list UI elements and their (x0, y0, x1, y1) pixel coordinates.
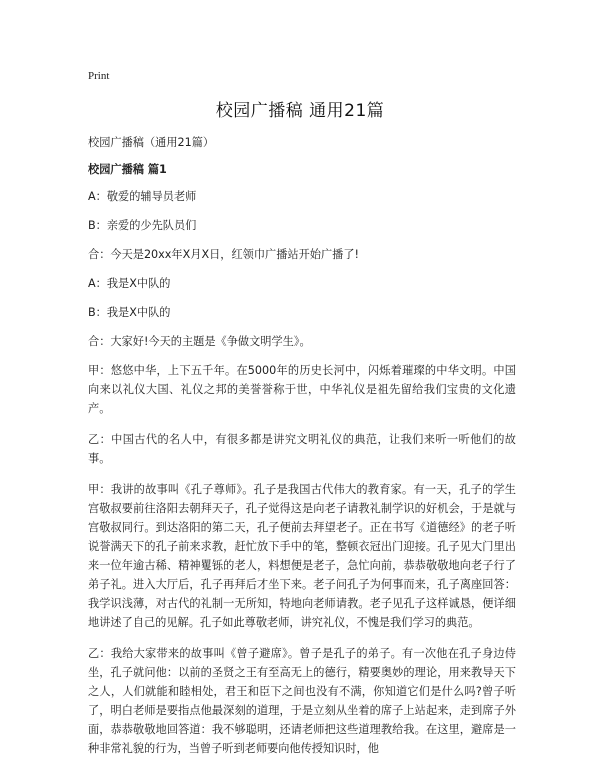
paragraph: A：敬爱的辅导员老师 (88, 190, 197, 203)
paragraph: 甲：悠悠中华，上下五千年。在5000年的历史长河中，闪烁着璀璨的中华文明。中国向来以礼仪大国、礼仪之邦的美誉誉称于世，中华礼仪是祖先留给我们宝贵的文化遗产。 (88, 364, 516, 415)
print-label: Print (88, 70, 110, 82)
paragraph: 乙：我给大家带来的故事叫《曾子避席》。曾子是孔子的弟子。有一次他在孔子身边侍坐，孔子就问他：以前的圣贤之王有至高无上的德行，精要奥妙的理论，用来教导天下之人，人们就能和睦相处，君王和臣下之间也没有不满，你知道它们是什么吗?曾子听了，明白老师是要指点他最深刻的道理，于是立刻从坐着的席子上站起来，走到席子外面，恭恭敬敬地回答道：我不够聪明，还请老师把这些道理教给我。在这里，避席是一种非常礼貌的行为，当曾子听到老师要向他传授知识时，他 (88, 647, 516, 755)
document-subtitle: 校园广播稿（通用21篇） (88, 136, 215, 149)
paragraph: 合：今天是20xx年X月X日，红领巾广播站开始广播了! (88, 248, 360, 261)
document-body (88, 133, 516, 770)
paragraph: B：亲爱的少先队员们 (88, 219, 197, 232)
section-heading: 校园广播稿 篇1 (88, 163, 167, 176)
paragraph: A：我是X中队的 (88, 277, 171, 290)
document-title: 校园广播稿 通用21篇 (215, 101, 385, 121)
paragraph: 合：大家好!今天的主题是《争做文明学生》。 (88, 335, 311, 348)
paragraph: 甲：我讲的故事叫《孔子尊师》。孔子是我国古代伟大的教育家。有一天，孔子的学生宫敬叔要前往洛阳去朝拜天子，孔子觉得这是向老子请教礼制学识的好机会，于是就与宫敬叔同行。到达洛阳的第二天，孔子便前去拜望老子。正在书写《道德经》的老子听说誉满天下的孔子前来求教，赶忙放下手中的笔，整顿衣冠出门迎接。孔子见大门里出来一位年逾古稀、精神矍铄的老人，料想便是老子，急忙向前，恭恭敬敬地向老子行了弟子礼。进入大厅后，孔子再拜后才坐下来。老子问孔子为何事而来，孔子离座回答：我学识浅薄，对古代的礼制一无所知，特地向老师请教。老子见孔子这样诚恳，便详细地讲述了自己的见解。孔子如此尊敬老师，讲究礼仪，不愧是我们学习的典范。 (88, 483, 516, 629)
paragraph: 乙：中国古代的名人中，有很多都是讲究文明礼仪的典范，让我们来听一听他们的故事。 (88, 433, 516, 465)
paragraph: B：我是X中队的 (88, 306, 171, 319)
